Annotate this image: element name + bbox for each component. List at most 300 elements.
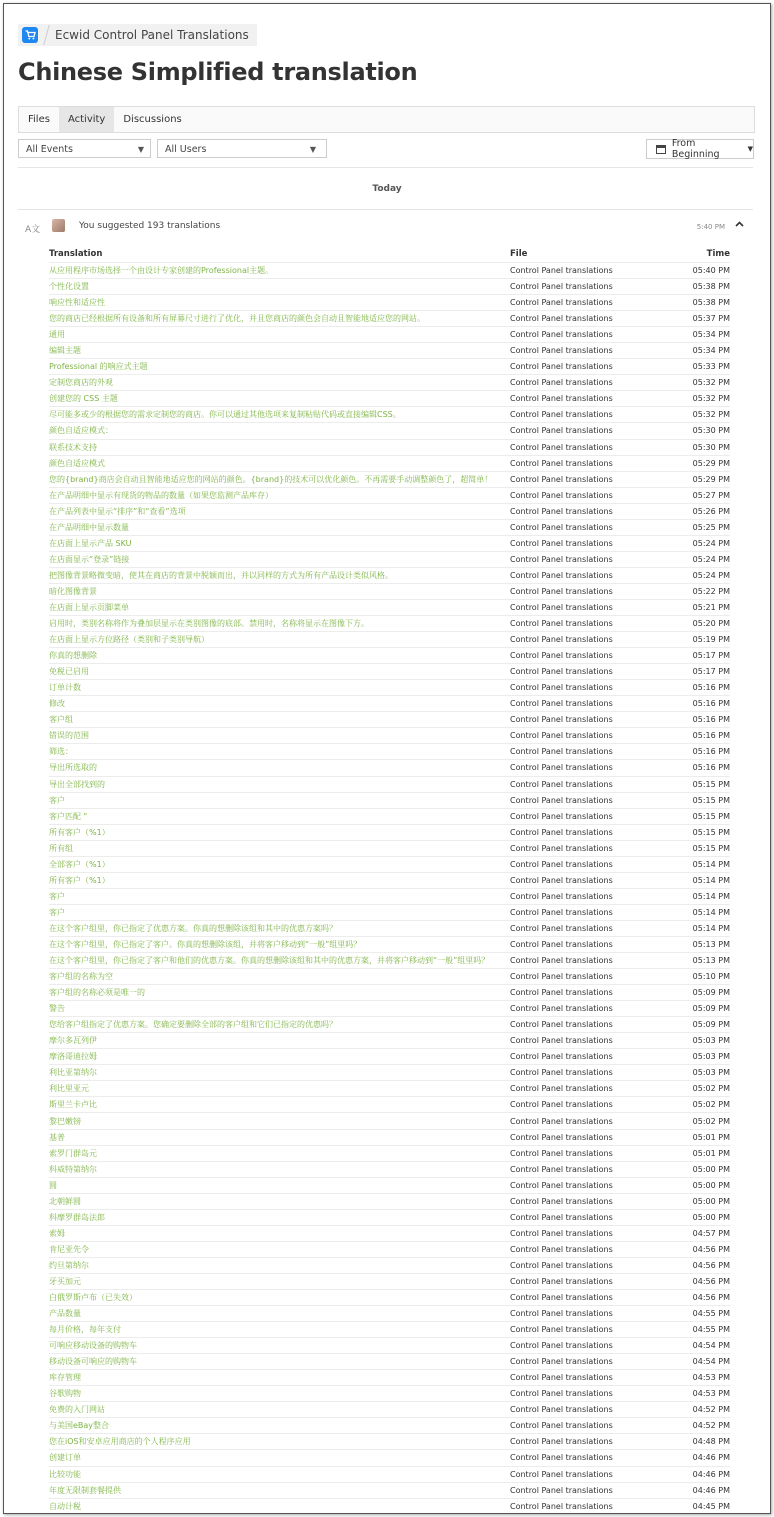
translation-time: 05:37 PM — [670, 311, 730, 327]
translation-time: 05:15 PM — [670, 824, 730, 840]
file-name: Control Panel translations — [510, 616, 670, 632]
translation-link[interactable]: 错误的范围 — [49, 728, 510, 744]
table-row — [49, 1354, 730, 1370]
translation-link[interactable]: 创建您的 CSS 主题 — [49, 391, 510, 407]
translation-time: 05:00 PM — [670, 1161, 730, 1177]
translation-link[interactable]: 牙买加元 — [49, 1273, 510, 1289]
table-row — [49, 1450, 730, 1466]
translation-link[interactable]: 产品数量 — [49, 1306, 510, 1322]
translation-time: 04:56 PM — [670, 1273, 730, 1289]
translation-time: 05:14 PM — [670, 904, 730, 920]
date-range-button[interactable] — [646, 139, 754, 159]
translation-time: 05:15 PM — [670, 840, 730, 856]
translation-link[interactable]: 肯尼亚先令 — [49, 1241, 510, 1257]
translation-time: 05:40 PM — [670, 263, 730, 279]
translation-time: 04:52 PM — [670, 1418, 730, 1434]
translation-link[interactable]: 摩尔多瓦列伊 — [49, 1033, 510, 1049]
translation-link[interactable]: 颜色自适应模式： — [49, 423, 510, 439]
file-name: Control Panel translations — [510, 664, 670, 680]
translation-time: 05:14 PM — [670, 888, 730, 904]
translations-table — [49, 248, 730, 1514]
caret-down-icon: ▼ — [747, 145, 753, 153]
activity-summary: You suggested 193 translations — [79, 221, 221, 231]
file-name: Control Panel translations — [510, 1081, 670, 1097]
table-row — [49, 888, 730, 904]
table-row — [49, 680, 730, 696]
date-range-label: From Beginning — [671, 138, 720, 160]
table-row — [49, 1129, 730, 1145]
file-name: Control Panel translations — [510, 327, 670, 343]
translation-link[interactable]: 在这个客户组里，你已指定了客户和他们的优惠方案。你真的想删除该组和其中的优惠方案，并将客户移动到“一般”组里吗？ — [49, 953, 510, 969]
file-name: Control Panel translations — [510, 712, 670, 728]
file-name: Control Panel translations — [510, 295, 670, 311]
translation-time: 05:02 PM — [670, 1081, 730, 1097]
table-row — [49, 295, 730, 311]
translation-link[interactable]: 客户 — [49, 904, 510, 920]
translation-link[interactable]: 尽可能多或少的根据您的需求定制您的商店。你可以通过其他选项来复制粘贴代码或直接编辑CSS。 — [49, 407, 510, 423]
translation-time: 04:46 PM — [670, 1466, 730, 1482]
translation-link[interactable]: 在店面上显示产品 SKU — [49, 535, 510, 551]
translation-link[interactable]: 摩洛哥迪拉姆 — [49, 1049, 510, 1065]
table-row — [49, 1273, 730, 1289]
translation-link[interactable]: 导出全部找到的 — [49, 776, 510, 792]
file-name: Control Panel translations — [510, 375, 670, 391]
translation-time: 04:55 PM — [670, 1322, 730, 1338]
table-row — [49, 599, 730, 615]
translation-link[interactable]: 你真的想删除 — [49, 648, 510, 664]
file-name: Control Panel translations — [510, 1354, 670, 1370]
table-row — [49, 969, 730, 985]
translation-link[interactable]: 在店面上显示页脚菜单 — [49, 599, 510, 615]
file-name: Control Panel translations — [510, 1418, 670, 1434]
translation-time: 05:26 PM — [670, 503, 730, 519]
file-name: Control Panel translations — [510, 551, 670, 567]
translation-link[interactable]: 库存管理 — [49, 1370, 510, 1386]
translation-link[interactable]: 定制您商店的外观 — [49, 375, 510, 391]
file-name: Control Panel translations — [510, 567, 670, 583]
table-row — [49, 1177, 730, 1193]
translation-link[interactable]: 把图像背景略微变暗，使其在商店的背景中脱颖而出，并以同样的方式为所有产品设计类似风格。 — [49, 567, 510, 583]
translation-time: 05:14 PM — [670, 920, 730, 936]
table-row — [49, 776, 730, 792]
table-row — [49, 616, 730, 632]
file-name: Control Panel translations — [510, 1241, 670, 1257]
translation-link[interactable]: 利比里亚元 — [49, 1081, 510, 1097]
translation-time: 05:02 PM — [670, 1097, 730, 1113]
translation-time: 05:32 PM — [670, 391, 730, 407]
activity-entry-header[interactable] — [18, 212, 753, 240]
file-name: Control Panel translations — [510, 1225, 670, 1241]
table-row — [49, 1370, 730, 1386]
translation-time: 05:00 PM — [670, 1209, 730, 1225]
file-name: Control Panel translations — [510, 1273, 670, 1289]
translations-table-body — [49, 263, 730, 1514]
file-name: Control Panel translations — [510, 1306, 670, 1322]
translation-time: 04:48 PM — [670, 1434, 730, 1450]
table-row — [49, 696, 730, 712]
file-name: Control Panel translations — [510, 1498, 670, 1514]
table-row — [49, 1225, 730, 1241]
translation-link[interactable]: 个性化设置 — [49, 279, 510, 295]
chevron-up-icon[interactable] — [735, 219, 744, 230]
translation-time: 05:15 PM — [670, 776, 730, 792]
file-name: Control Panel translations — [510, 407, 670, 423]
file-name: Control Panel translations — [510, 1450, 670, 1466]
table-row — [49, 728, 730, 744]
file-name: Control Panel translations — [510, 744, 670, 760]
events-filter-select[interactable] — [18, 139, 151, 158]
translation-time: 04:52 PM — [670, 1402, 730, 1418]
translation-time: 05:29 PM — [670, 455, 730, 471]
translation-link[interactable]: 比较功能 — [49, 1466, 510, 1482]
translation-time: 05:19 PM — [670, 632, 730, 648]
chevron-down-icon: ▼ — [137, 145, 144, 154]
translation-time: 05:24 PM — [670, 535, 730, 551]
table-row — [49, 1498, 730, 1514]
file-name: Control Panel translations — [510, 1001, 670, 1017]
translation-time: 05:13 PM — [670, 953, 730, 969]
translation-link[interactable]: 索姆 — [49, 1225, 510, 1241]
translation-link[interactable]: 编辑主题 — [49, 343, 510, 359]
table-row — [49, 359, 730, 375]
translation-link[interactable]: 圆 — [49, 1177, 510, 1193]
translation-link[interactable]: 移动设备可响应的购物车 — [49, 1354, 510, 1370]
translation-time: 04:54 PM — [670, 1354, 730, 1370]
table-row — [49, 391, 730, 407]
translation-link[interactable]: 在产品明细中显示数量 — [49, 519, 510, 535]
translation-link[interactable]: 筛选： — [49, 744, 510, 760]
table-row — [49, 1193, 730, 1209]
translation-time: 05:21 PM — [670, 599, 730, 615]
translation-link[interactable]: 免费的入门网站 — [49, 1402, 510, 1418]
table-row — [49, 423, 730, 439]
tab-files[interactable]: Files — [28, 114, 50, 125]
file-name: Control Panel translations — [510, 471, 670, 487]
translation-time: 05:30 PM — [670, 423, 730, 439]
column-header-translation: Translation — [49, 249, 103, 259]
translation-link[interactable]: 约旦第纳尔 — [49, 1257, 510, 1273]
tab-bar — [18, 106, 755, 133]
table-row — [49, 551, 730, 567]
file-name: Control Panel translations — [510, 808, 670, 824]
breadcrumb — [18, 24, 257, 46]
table-row — [49, 1322, 730, 1338]
translation-time: 05:00 PM — [670, 1177, 730, 1193]
file-name: Control Panel translations — [510, 535, 670, 551]
table-row — [49, 1306, 730, 1322]
file-name: Control Panel translations — [510, 969, 670, 985]
table-row — [49, 712, 730, 728]
table-row — [49, 311, 730, 327]
translation-link[interactable]: 科摩罗群岛法郎 — [49, 1209, 510, 1225]
table-row — [49, 1097, 730, 1113]
translation-time: 05:03 PM — [670, 1049, 730, 1065]
translation-link[interactable]: 与美国eBay整合 — [49, 1418, 510, 1434]
file-name: Control Panel translations — [510, 1193, 670, 1209]
translation-link[interactable]: 基普 — [49, 1129, 510, 1145]
file-name: Control Panel translations — [510, 1322, 670, 1338]
table-row — [49, 1290, 730, 1306]
translation-link[interactable]: 您给客户组指定了优惠方案。您确定要删除全部的客户组和它们已指定的优惠吗？ — [49, 1017, 510, 1033]
breadcrumb-project-link[interactable]: Ecwid Control Panel Translations — [55, 28, 249, 42]
table-row — [49, 936, 730, 952]
translation-link[interactable]: 年度无限制套餐提供 — [49, 1482, 510, 1498]
translation-link[interactable]: 客户组 — [49, 712, 510, 728]
translation-link[interactable]: 索罗门群岛元 — [49, 1145, 510, 1161]
file-name: Control Panel translations — [510, 391, 670, 407]
translation-link[interactable]: 从应用程序市场选择一个由设计专家创建的Professional主题。 — [49, 263, 510, 279]
file-name: Control Panel translations — [510, 1049, 670, 1065]
translation-link[interactable]: 斯里兰卡卢比 — [49, 1097, 510, 1113]
translation-time: 04:45 PM — [670, 1498, 730, 1514]
translation-time: 05:09 PM — [670, 1017, 730, 1033]
table-row — [49, 872, 730, 888]
translation-link[interactable]: Professional 的响应式主题 — [49, 359, 510, 375]
translation-link[interactable]: 白俄罗斯卢布（已失效） — [49, 1290, 510, 1306]
translation-link[interactable]: 您的商店已经根据所有设备和所有屏幕尺寸进行了优化，并且您商店的颜色会自动且智能地适应您的网站。 — [49, 311, 510, 327]
translation-link[interactable]: 启用时，类别名称将作为叠加层显示在类别图像的底部。禁用时，名称将显示在图像下方。 — [49, 616, 510, 632]
tab-discussions[interactable]: Discussions — [123, 114, 182, 125]
translation-link[interactable]: 全部客户（%1） — [49, 856, 510, 872]
table-row — [49, 1161, 730, 1177]
translation-link[interactable]: 所有客户（%1） — [49, 824, 510, 840]
file-name: Control Panel translations — [510, 311, 670, 327]
translation-time: 05:15 PM — [670, 808, 730, 824]
file-name: Control Panel translations — [510, 760, 670, 776]
table-row — [49, 263, 730, 279]
file-name: Control Panel translations — [510, 1434, 670, 1450]
column-header-time: Time — [706, 249, 730, 259]
file-name: Control Panel translations — [510, 1161, 670, 1177]
translation-time: 04:56 PM — [670, 1241, 730, 1257]
translate-icon: A文 — [25, 225, 41, 235]
translation-link[interactable]: 所有组 — [49, 840, 510, 856]
table-row — [49, 953, 730, 969]
file-name: Control Panel translations — [510, 1386, 670, 1402]
file-name: Control Panel translations — [510, 1290, 670, 1306]
table-row — [49, 407, 730, 423]
calendar-icon — [656, 145, 666, 154]
file-name: Control Panel translations — [510, 455, 670, 471]
table-row — [49, 856, 730, 872]
file-name: Control Panel translations — [510, 1338, 670, 1354]
translation-time: 05:20 PM — [670, 616, 730, 632]
table-row — [49, 327, 730, 343]
translation-time: 04:55 PM — [670, 1306, 730, 1322]
translation-time: 05:38 PM — [670, 295, 730, 311]
file-name: Control Panel translations — [510, 599, 670, 615]
file-name: Control Panel translations — [510, 1065, 670, 1081]
translation-link[interactable]: 在这个客户组里，你已指定了客户。你真的想删除该组，并将客户移动到“一般”组里吗？ — [49, 936, 510, 952]
file-name: Control Panel translations — [510, 1145, 670, 1161]
translation-link[interactable]: 暗化图像背景 — [49, 583, 510, 599]
translation-time: 05:32 PM — [670, 375, 730, 391]
translation-time: 05:34 PM — [670, 343, 730, 359]
translation-link[interactable]: 修改 — [49, 696, 510, 712]
translation-link[interactable]: 在产品明细中显示有现货的物品的数量（如果您监测产品库存） — [49, 487, 510, 503]
table-row — [49, 519, 730, 535]
chevron-down-icon: ▼ — [309, 145, 316, 154]
translation-link[interactable]: 北朝鲜圆 — [49, 1193, 510, 1209]
file-name: Control Panel translations — [510, 519, 670, 535]
translation-link[interactable]: 利比亚第纳尔 — [49, 1065, 510, 1081]
translation-link[interactable]: 免税已启用 — [49, 664, 510, 680]
page-title: Chinese Simplified translation — [18, 58, 418, 86]
file-name: Control Panel translations — [510, 936, 670, 952]
file-name: Control Panel translations — [510, 583, 670, 599]
file-name: Control Panel translations — [510, 1257, 670, 1273]
table-row — [49, 648, 730, 664]
translation-time: 05:17 PM — [670, 648, 730, 664]
translation-time: 05:16 PM — [670, 712, 730, 728]
translation-link[interactable]: 响应性和适应性 — [49, 295, 510, 311]
file-name: Control Panel translations — [510, 856, 670, 872]
file-name: Control Panel translations — [510, 487, 670, 503]
file-name: Control Panel translations — [510, 792, 670, 808]
file-name: Control Panel translations — [510, 1017, 670, 1033]
table-row — [49, 487, 730, 503]
file-name: Control Panel translations — [510, 1209, 670, 1225]
translation-link[interactable]: 黎巴嫩镑 — [49, 1113, 510, 1129]
translation-time: 05:03 PM — [670, 1065, 730, 1081]
table-row — [49, 1209, 730, 1225]
tab-activity[interactable]: Activity — [59, 107, 114, 132]
translation-time: 05:30 PM — [670, 439, 730, 455]
file-name: Control Panel translations — [510, 263, 670, 279]
translation-time: 04:53 PM — [670, 1370, 730, 1386]
translation-link[interactable]: 颜色自适应模式 — [49, 455, 510, 471]
table-row — [49, 744, 730, 760]
file-name: Control Panel translations — [510, 728, 670, 744]
file-name: Control Panel translations — [510, 920, 670, 936]
activity-time: 5:40 PM — [696, 223, 725, 231]
translation-link[interactable]: 通用 — [49, 327, 510, 343]
translation-time: 05:03 PM — [670, 1033, 730, 1049]
file-name: Control Panel translations — [510, 1129, 670, 1145]
translation-time: 05:14 PM — [670, 872, 730, 888]
translation-link[interactable]: 自动计税 — [49, 1498, 510, 1514]
column-header-file: File — [510, 249, 528, 259]
translation-time: 05:22 PM — [670, 583, 730, 599]
file-name: Control Panel translations — [510, 359, 670, 375]
day-section-label: Today — [372, 184, 402, 194]
translation-time: 05:16 PM — [670, 744, 730, 760]
table-row — [49, 792, 730, 808]
translation-link[interactable]: 每月价格，每年支付 — [49, 1322, 510, 1338]
table-row — [49, 1386, 730, 1402]
table-row — [49, 535, 730, 551]
translation-link[interactable]: 客户 — [49, 792, 510, 808]
table-row — [49, 343, 730, 359]
translation-time: 05:16 PM — [670, 760, 730, 776]
table-row — [49, 840, 730, 856]
translation-time: 05:15 PM — [670, 792, 730, 808]
file-name: Control Panel translations — [510, 904, 670, 920]
translation-link[interactable]: 创建订单 — [49, 1450, 510, 1466]
table-row — [49, 1049, 730, 1065]
file-name: Control Panel translations — [510, 279, 670, 295]
translation-link[interactable]: 警告 — [49, 1001, 510, 1017]
translation-time: 04:56 PM — [670, 1290, 730, 1306]
translation-link[interactable]: 科威特第纳尔 — [49, 1161, 510, 1177]
breadcrumb-separator — [43, 25, 49, 45]
file-name: Control Panel translations — [510, 872, 670, 888]
table-row — [49, 471, 730, 487]
translation-link[interactable]: 所有客户（%1） — [49, 872, 510, 888]
file-name: Control Panel translations — [510, 888, 670, 904]
table-row — [49, 920, 730, 936]
avatar — [52, 219, 65, 232]
file-name: Control Panel translations — [510, 343, 670, 359]
users-filter-value: All Users — [165, 144, 207, 155]
file-name: Control Panel translations — [510, 1466, 670, 1482]
file-name: Control Panel translations — [510, 503, 670, 519]
translation-time: 05:34 PM — [670, 327, 730, 343]
table-row — [49, 583, 730, 599]
translation-time: 05:14 PM — [670, 856, 730, 872]
users-filter-select[interactable] — [157, 139, 327, 158]
table-row — [49, 1434, 730, 1450]
app-window — [3, 3, 771, 1514]
translation-time: 04:54 PM — [670, 1338, 730, 1354]
translation-link[interactable]: 订单计数 — [49, 680, 510, 696]
translation-link[interactable]: 导出所选取的 — [49, 760, 510, 776]
translation-time: 04:46 PM — [670, 1450, 730, 1466]
translation-link[interactable]: 在产品列表中显示“排序”和“查看”选项 — [49, 503, 510, 519]
table-header-row — [49, 248, 730, 263]
table-row — [49, 279, 730, 295]
translation-link[interactable]: 您的{brand}商店会自动且智能地适应您的网站的颜色。{brand}的技术可以优化颜色。不再需要手动调整颜色了，超简单！ — [49, 471, 510, 487]
translation-link[interactable]: 在店面上显示方位路径（类别和子类别导航） — [49, 632, 510, 648]
table-row — [49, 439, 730, 455]
translation-time: 05:33 PM — [670, 359, 730, 375]
file-name: Control Panel translations — [510, 680, 670, 696]
translation-time: 05:24 PM — [670, 567, 730, 583]
table-row — [49, 1033, 730, 1049]
table-row — [49, 904, 730, 920]
file-name: Control Panel translations — [510, 824, 670, 840]
table-row — [49, 808, 730, 824]
file-name: Control Panel translations — [510, 1113, 670, 1129]
ecwid-cart-icon[interactable] — [22, 27, 38, 43]
translation-link[interactable]: 在店面显示“登录”链接 — [49, 551, 510, 567]
translation-link[interactable]: 客户组的名称必须是唯一的 — [49, 985, 510, 1001]
table-row — [49, 1065, 730, 1081]
translation-link[interactable]: 可响应移动设备的购物车 — [49, 1338, 510, 1354]
translation-link[interactable]: 您在iOS和安卓应用商店的个人程序应用 — [49, 1434, 510, 1450]
file-name: Control Panel translations — [510, 1097, 670, 1113]
translation-link[interactable]: 联系技术支持 — [49, 439, 510, 455]
translation-link[interactable]: 谷歌购物 — [49, 1386, 510, 1402]
table-row — [49, 1017, 730, 1033]
table-row — [49, 1145, 730, 1161]
file-name: Control Panel translations — [510, 1033, 670, 1049]
translation-link[interactable]: 在这个客户组里，你已指定了优惠方案。你真的想删除该组和其中的优惠方案吗？ — [49, 920, 510, 936]
table-row — [49, 760, 730, 776]
table-row — [49, 1482, 730, 1498]
table-row — [49, 985, 730, 1001]
translation-time: 05:09 PM — [670, 1001, 730, 1017]
translation-time: 05:27 PM — [670, 487, 730, 503]
translation-link[interactable]: 客户 — [49, 888, 510, 904]
translation-time: 05:25 PM — [670, 519, 730, 535]
translation-time: 05:16 PM — [670, 728, 730, 744]
file-name: Control Panel translations — [510, 776, 670, 792]
translation-link[interactable]: 客户组的名称为空 — [49, 969, 510, 985]
translation-time: 04:53 PM — [670, 1386, 730, 1402]
translation-link[interactable]: 客户匹配 " — [49, 808, 510, 824]
translation-time: 05:01 PM — [670, 1129, 730, 1145]
